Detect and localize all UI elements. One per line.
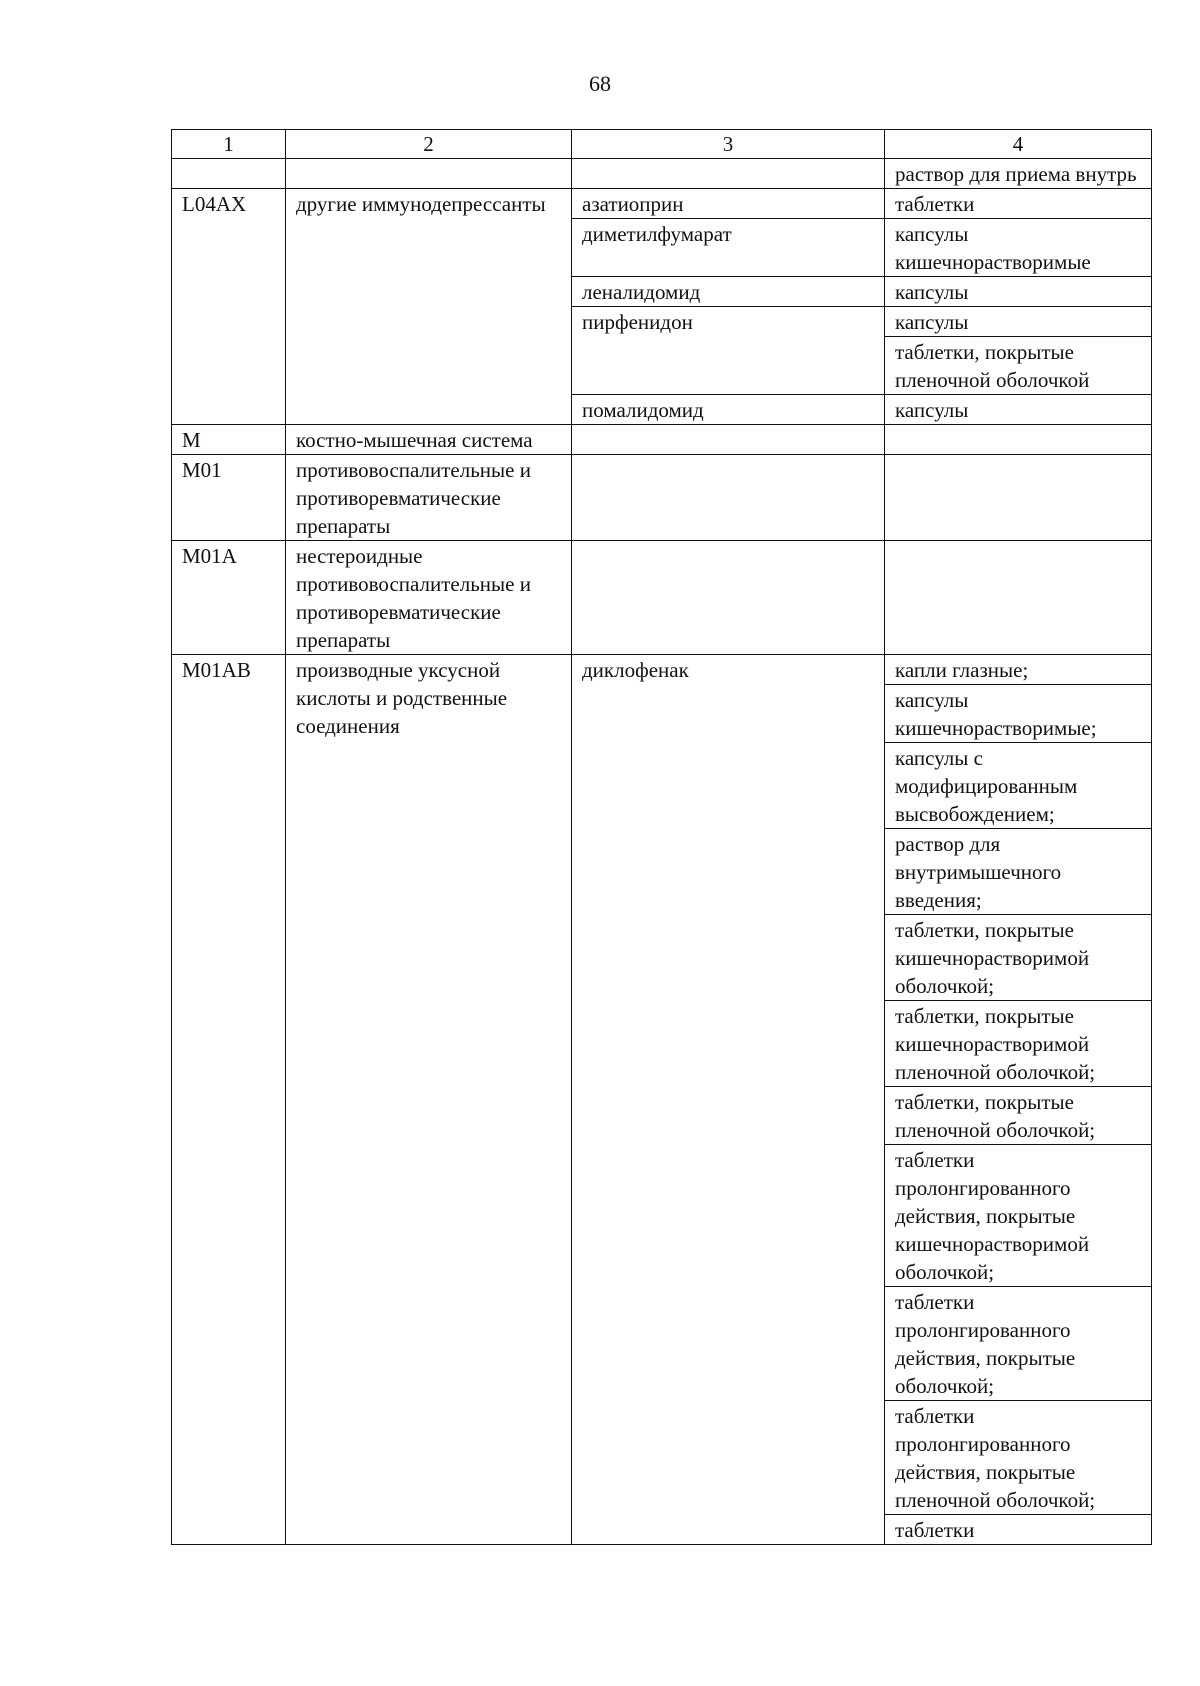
drug-cell: пирфенидон [572, 307, 885, 395]
table-row [172, 655, 1152, 685]
drug-cell [572, 159, 885, 189]
table-row [172, 189, 1152, 219]
form-cell: таблетки, покрытые кишечнорастворимой оболочкой; [885, 915, 1152, 1001]
group-cell [286, 159, 572, 189]
form-cell [885, 425, 1152, 455]
table-row [172, 455, 1152, 541]
drug-cell [572, 541, 885, 655]
drug-cell: диклофенак [572, 655, 885, 1545]
header-col-4: 4 [885, 130, 1152, 159]
drug-cell [572, 425, 885, 455]
form-cell: таблетки [885, 1515, 1152, 1545]
form-cell: таблетки, покрытые пленочной оболочкой; [885, 1087, 1152, 1145]
code-cell: M01AB [172, 655, 286, 1545]
drug-table [171, 129, 1152, 1545]
form-cell: таблетки, покрытые пленочной оболочкой [885, 337, 1152, 395]
code-cell: L04AX [172, 189, 286, 425]
code-cell [172, 159, 286, 189]
group-cell: противовоспалительные и противоревматические препараты [286, 455, 572, 541]
drug-cell: помалидомид [572, 395, 885, 425]
form-cell [885, 455, 1152, 541]
code-cell: M [172, 425, 286, 455]
table-row [172, 159, 1152, 189]
form-cell: таблетки пролонгированного действия, покрытые пленочной оболочкой; [885, 1401, 1152, 1515]
form-cell: капсулы [885, 277, 1152, 307]
form-cell: таблетки [885, 189, 1152, 219]
group-cell: другие иммунодепрессанты [286, 189, 572, 425]
form-cell: капсулы [885, 307, 1152, 337]
form-cell: таблетки пролонгированного действия, покрытые оболочкой; [885, 1287, 1152, 1401]
form-cell: капсулы с модифицированным высвобождением; [885, 743, 1152, 829]
form-cell: капсулы кишечнорастворимые [885, 219, 1152, 277]
form-cell: капли глазные; [885, 655, 1152, 685]
header-col-2: 2 [286, 130, 572, 159]
group-cell: производные уксусной кислоты и родственные соединения [286, 655, 572, 1545]
group-cell: нестероидные противовоспалительные и противоревматические препараты [286, 541, 572, 655]
form-cell: таблетки пролонгированного действия, покрытые кишечнорастворимой оболочкой; [885, 1145, 1152, 1287]
code-cell: M01 [172, 455, 286, 541]
header-col-1: 1 [172, 130, 286, 159]
form-cell: раствор для приема внутрь [885, 159, 1152, 189]
drug-cell [572, 455, 885, 541]
table-row [172, 541, 1152, 655]
form-cell: раствор для внутримышечного введения; [885, 829, 1152, 915]
header-col-3: 3 [572, 130, 885, 159]
code-cell: M01A [172, 541, 286, 655]
page-number: 68 [589, 71, 611, 96]
group-cell: костно-мышечная система [286, 425, 572, 455]
form-cell: таблетки, покрытые кишечнорастворимой пленочной оболочкой; [885, 1001, 1152, 1087]
drug-cell: леналидомид [572, 277, 885, 307]
table-row [172, 425, 1152, 455]
table-header-row [172, 130, 1152, 159]
form-cell: капсулы [885, 395, 1152, 425]
form-cell [885, 541, 1152, 655]
form-cell: капсулы кишечнорастворимые; [885, 685, 1152, 743]
drug-cell: диметилфумарат [572, 219, 885, 277]
drug-cell: азатиоприн [572, 189, 885, 219]
